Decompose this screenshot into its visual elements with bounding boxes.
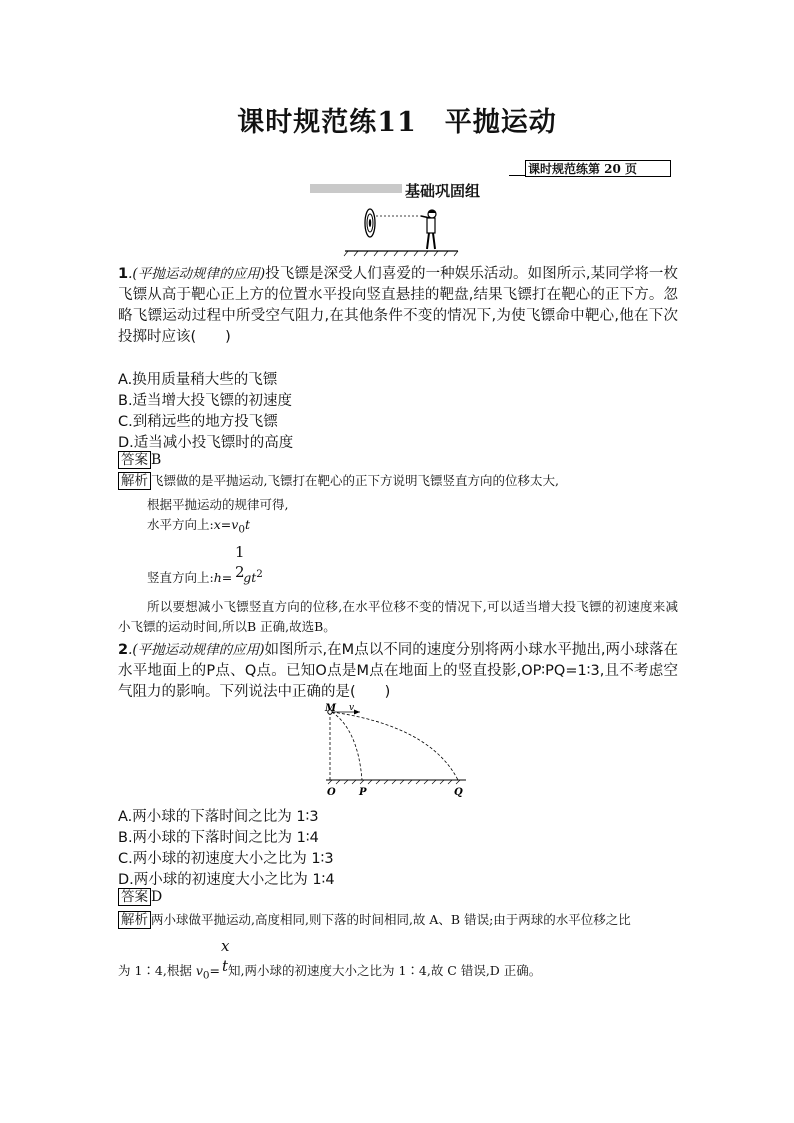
q1-expl-2: 根据平抛运动的规律可得, <box>147 497 289 512</box>
q2-option-b: B.两小球的下落时间之比为 1∶4 <box>118 830 319 846</box>
q1-expl-4-prefix: 竖直方向上: <box>147 570 214 586</box>
q1-expl-3 <box>147 515 250 536</box>
label-P: P <box>359 787 367 798</box>
q2-expl-2-sub: 0 <box>202 969 210 982</box>
q2-frac-numerator: x <box>221 937 230 955</box>
q1-explanation-label: 解析 <box>118 472 151 490</box>
label-O: O <box>327 787 336 798</box>
q1-expl-4 <box>147 568 263 586</box>
dartboard-icon <box>365 209 375 237</box>
q1-frac-denominator: 2 <box>235 563 245 581</box>
q2-explanation-line1 <box>118 910 680 930</box>
q1-answer-row <box>118 451 161 469</box>
q1-stem <box>118 264 678 348</box>
page-ref-leader <box>509 175 525 176</box>
q2-expl-2-prefix: 为 1∶4,根据 <box>118 963 196 978</box>
label-v: v <box>349 703 355 713</box>
section-bar <box>310 184 402 193</box>
q1-expl-3-tail: t <box>244 517 250 532</box>
title-main: 课时规范练11 <box>237 107 417 138</box>
q2-expl-2 <box>118 961 678 986</box>
q1-expl-4-eq: h= <box>213 570 233 586</box>
q2-explanation-label: 解析 <box>118 911 151 929</box>
title-sub: 平抛运动 <box>444 107 557 138</box>
q2-expl-2-eq: v <box>195 963 203 978</box>
dart-figure <box>340 203 465 257</box>
page-title <box>0 100 794 139</box>
q1-option-a: A.换用质量稍大些的飞镖 <box>118 372 278 388</box>
q2-stem <box>118 640 678 703</box>
q2-tag: .(平抛运动规律的应用) <box>128 642 265 658</box>
q1-number: 1 <box>118 266 129 282</box>
q2-option-c: C.两小球的初速度大小之比为 1∶3 <box>118 851 334 867</box>
q1-expl-4-sup: 2 <box>256 568 263 580</box>
q2-option-a: A.两小球的下落时间之比为 1∶3 <box>118 809 319 825</box>
projectile-figure <box>320 700 472 802</box>
q1-explanation-line1 <box>118 471 678 491</box>
q2-expl-2-eqs: = <box>209 963 220 978</box>
section-title: 基础巩固组 <box>405 182 481 200</box>
q2-text: 如图所示,在M点以不同的速度分别将两小球水平抛出,两小球落在水平地面上的P点、Q点。已知O点是M点在地面上的竖直投影,OP∶PQ=1∶3,且不考虑空气阻力的影响。下列说法中正确的是( ) <box>118 642 678 700</box>
label-Q: Q <box>454 787 463 798</box>
q2-expl-1: 两小球做平抛运动,高度相同,则下落的时间相同,故 A、B 错误;由于两球的水平位移之比 <box>151 912 631 927</box>
q2-expl-2-suffix: 知,两小球的初速度大小之比为 1∶4,故 C 错误,D 正确。 <box>228 963 542 978</box>
q1-tag: .(平抛运动规律的应用) <box>128 266 266 282</box>
q1-expl-3-eq: x=v <box>213 517 239 532</box>
q1-answer-label: 答案 <box>118 451 151 469</box>
q1-expl-1: 飞镖做的是平抛运动,飞镖打在靶心的正下方说明飞镖竖直方向的位移太大, <box>151 473 559 488</box>
q1-answer-value: B <box>151 452 162 468</box>
q1-option-d: D.适当减小投飞镖时的高度 <box>118 435 294 451</box>
q1-expl-5: 所以要想减小飞镖竖直方向的位移,在水平位移不变的情况下,可以适当增大投飞镖的初速度来减小飞镖的运动时间,所以B 正确,故选B。 <box>118 599 678 634</box>
q1-expl-3-sub: 0 <box>238 523 245 536</box>
q1-text: 投飞镖是深受人们喜爱的一种娱乐活动。如图所示,某同学将一枚飞镖从高于靶心正上方的位置水平投向竖直悬挂的靶盘,结果飞镖打在靶心的正下方。忽略飞镖运动过程中所受空气阻力,在其他条件不变的情况下,为使飞镖命中靶心,他在下次投掷时应该( ) <box>118 266 679 345</box>
q1-option-b: B.适当增大投飞镖的初速度 <box>118 393 293 409</box>
q2-frac-denominator: t <box>222 957 229 975</box>
page-ref-box: 课时规范练第 20 页 <box>525 160 671 177</box>
q2-answer-row <box>118 888 162 906</box>
label-M: M <box>325 703 337 714</box>
q1-expl-3-prefix: 水平方向上: <box>147 517 214 532</box>
q2-answer-label: 答案 <box>118 888 151 906</box>
thrower-person-icon <box>421 210 436 249</box>
q1-frac-numerator: 1 <box>235 543 245 561</box>
q2-number: 2 <box>118 642 129 658</box>
q2-option-d: D.两小球的初速度大小之比为 1∶4 <box>118 872 335 888</box>
q1-option-c: C.到稍远些的地方投飞镖 <box>118 414 278 430</box>
q1-expl-4-tail: gt <box>243 570 257 586</box>
q2-answer-value: D <box>151 889 163 905</box>
